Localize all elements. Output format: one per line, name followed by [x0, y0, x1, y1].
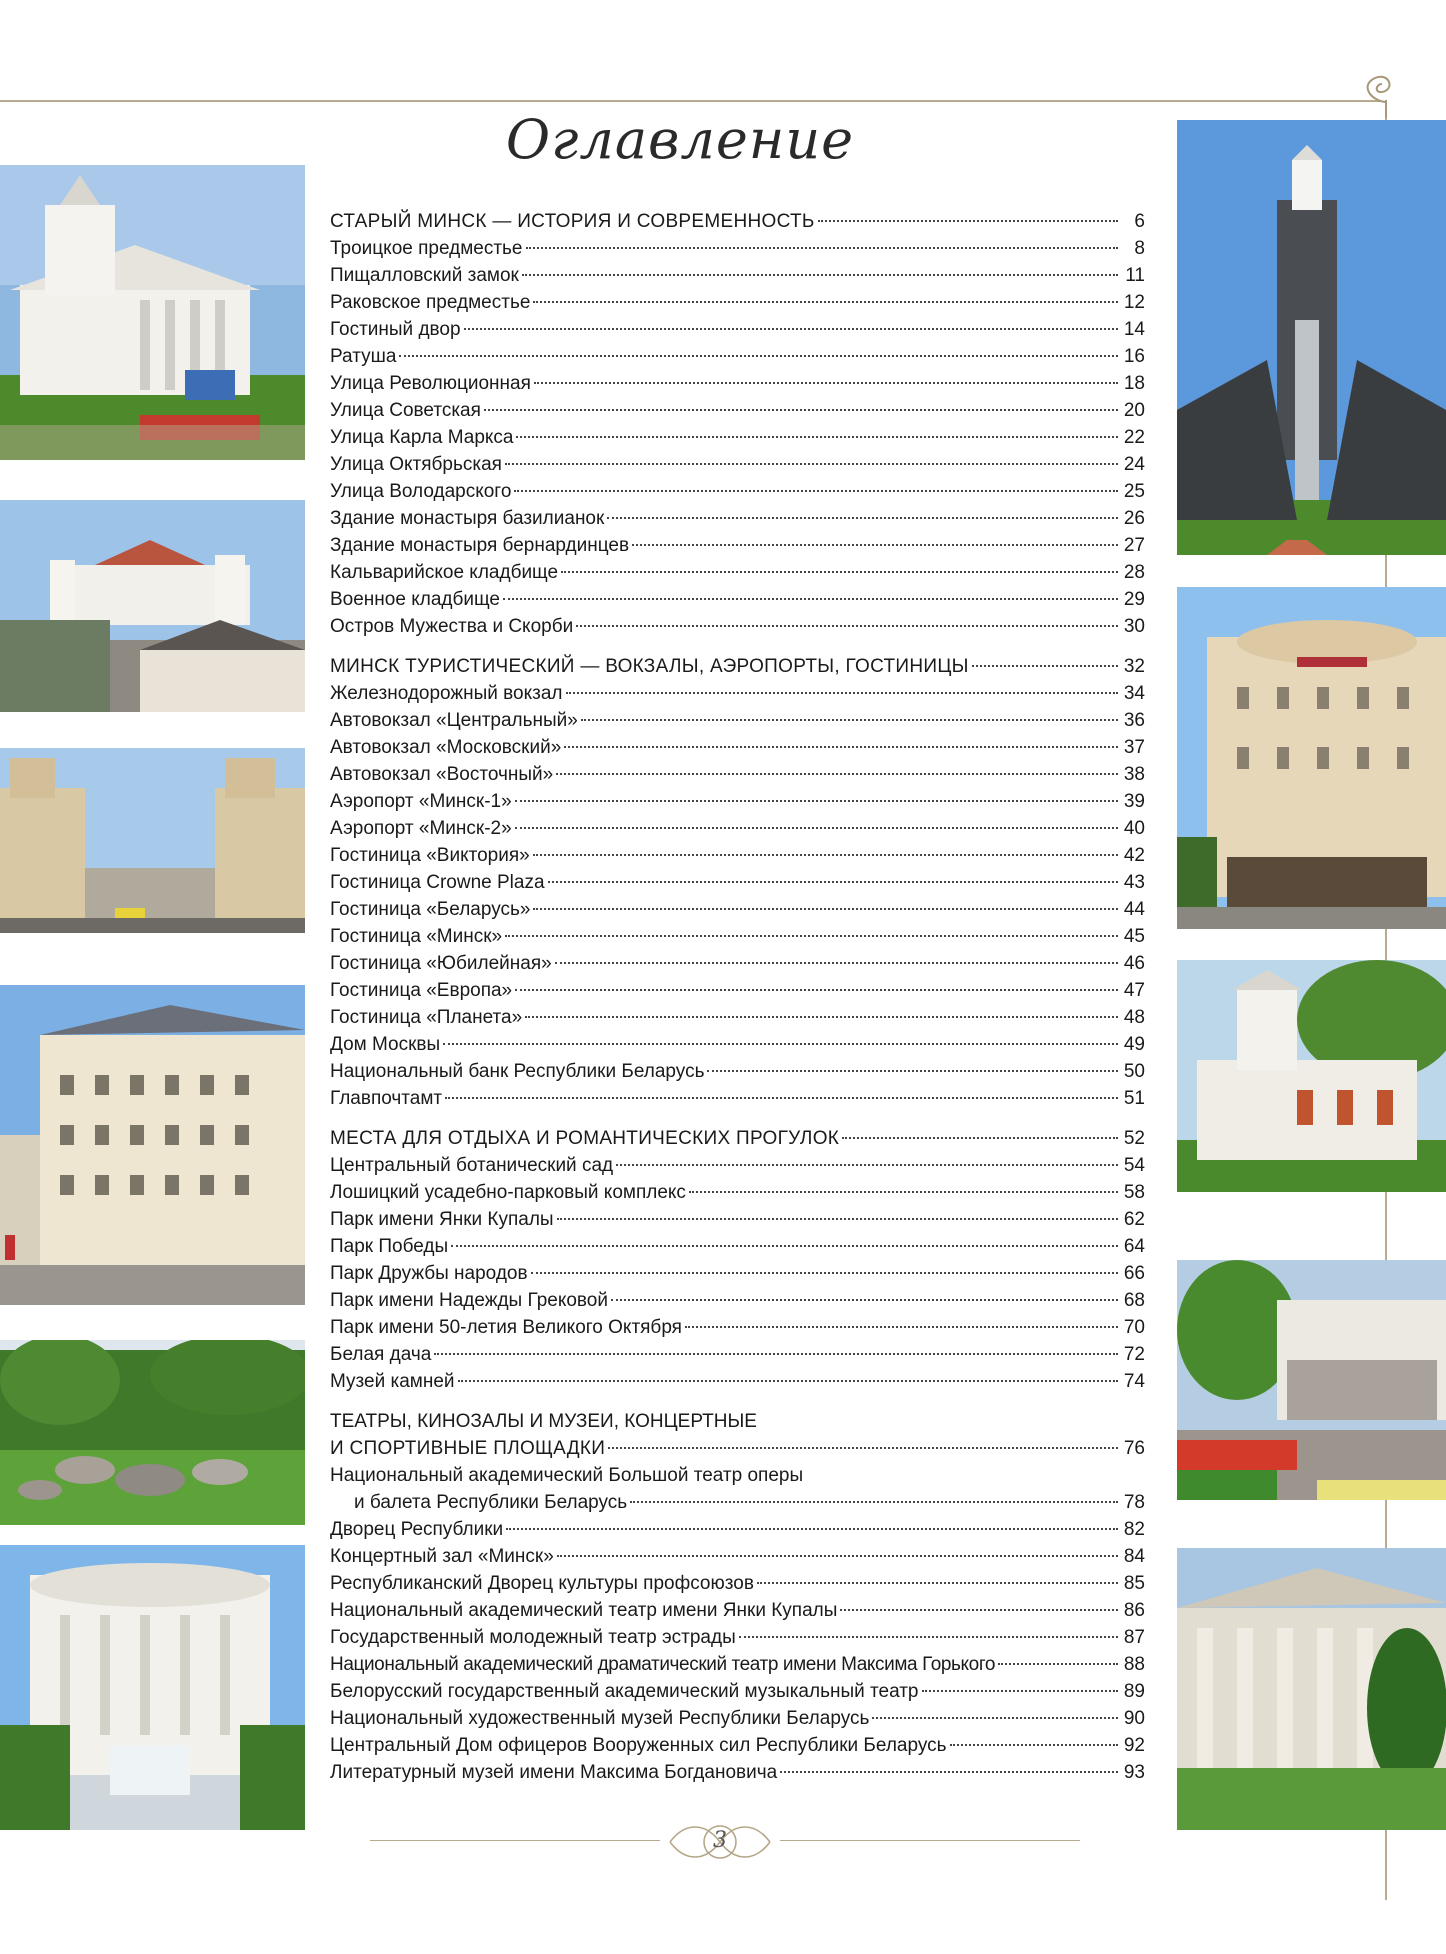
toc-entry[interactable]	[330, 842, 1145, 869]
leader-dots	[557, 1555, 1118, 1557]
toc-entry[interactable]	[330, 1260, 1145, 1287]
toc-page-number: 25	[1123, 481, 1145, 502]
leader-dots	[780, 1771, 1118, 1773]
leader-dots	[564, 746, 1118, 748]
toc-page-number: 74	[1123, 1371, 1145, 1392]
toc-entry[interactable]	[330, 1206, 1145, 1233]
leader-dots	[526, 247, 1119, 249]
toc-entry-label: Национальный академический драматический театр имени Максима Горького	[330, 1654, 996, 1675]
page-title: Оглавление	[505, 108, 855, 171]
toc-entry[interactable]	[330, 680, 1145, 707]
toc-entry[interactable]	[330, 707, 1145, 734]
toc-entry[interactable]	[330, 1341, 1145, 1368]
leader-dots	[840, 1609, 1118, 1611]
leader-dots	[707, 1070, 1118, 1072]
leader-dots	[515, 800, 1118, 802]
toc-page-number: 30	[1123, 616, 1145, 637]
toc-entry-label: и балета Республики Беларусь	[354, 1492, 628, 1513]
toc-section-old-minsk	[330, 208, 1145, 640]
toc-entry[interactable]	[330, 559, 1145, 586]
leader-dots	[522, 274, 1118, 276]
toc-entry-label: Улица Володарского	[330, 481, 512, 502]
toc-entry-label: Автовокзал «Центральный»	[330, 710, 578, 731]
toc-entry-label: Парк Дружбы народов	[330, 1263, 528, 1284]
toc-entry-label: Белая дача	[330, 1344, 432, 1365]
toc-page-number: 46	[1123, 953, 1145, 974]
leader-dots	[515, 827, 1118, 829]
toc-entry[interactable]	[330, 1058, 1145, 1085]
leader-dots	[534, 382, 1118, 384]
table-of-contents	[330, 208, 1145, 1799]
toc-entry-label: Автовокзал «Московский»	[330, 737, 562, 758]
toc-page-number: 66	[1123, 1263, 1145, 1284]
toc-page-number: 52	[1123, 1128, 1145, 1149]
toc-entry[interactable]	[330, 1152, 1145, 1179]
photo-town-hall	[0, 165, 305, 460]
leader-dots	[998, 1663, 1118, 1665]
toc-page-number: 39	[1123, 791, 1145, 812]
toc-entry-label: Дворец Республики	[330, 1519, 504, 1540]
toc-entry-label: Национальный академический Большой театр оперы	[330, 1465, 804, 1486]
page-frame-top	[0, 100, 1380, 102]
toc-page-number: 92	[1123, 1735, 1145, 1756]
toc-entry-label: Центральный Дом офицеров Вооруженных сил Республики Беларусь	[330, 1735, 947, 1756]
toc-entry-label: Национальный банк Республики Беларусь	[330, 1061, 705, 1082]
toc-entry-label: Улица Карла Маркса	[330, 427, 514, 448]
leader-dots	[632, 544, 1118, 546]
toc-entry[interactable]	[330, 1732, 1145, 1759]
photo-theatre-colonnade	[1177, 1548, 1446, 1830]
leader-dots	[608, 1447, 1118, 1449]
toc-page-number: 68	[1123, 1290, 1145, 1311]
toc-entry-label: Улица Советская	[330, 400, 481, 421]
photo-stone-museum	[0, 1340, 305, 1525]
toc-entry-label: Гостиница «Минск»	[330, 926, 503, 947]
toc-entry[interactable]	[330, 289, 1145, 316]
toc-page-number: 37	[1123, 737, 1145, 758]
leader-dots	[561, 571, 1118, 573]
leader-dots	[950, 1744, 1118, 1746]
toc-entry[interactable]	[330, 451, 1145, 478]
photo-crowne-plaza	[1177, 587, 1446, 929]
leader-dots	[685, 1326, 1118, 1328]
toc-entry[interactable]	[330, 923, 1145, 950]
leader-dots	[484, 409, 1118, 411]
toc-entry[interactable]	[330, 478, 1145, 505]
toc-page-number: 20	[1123, 400, 1145, 421]
toc-page-number: 27	[1123, 535, 1145, 556]
toc-heading-label: СТАРЫЙ МИНСК — ИСТОРИЯ И СОВРЕМЕННОСТЬ	[330, 211, 815, 232]
toc-page-number: 54	[1123, 1155, 1145, 1176]
photo-white-dacha	[1177, 960, 1446, 1192]
toc-heading-line: ТЕАТРЫ, КИНОЗАЛЫ И МУЗЕИ, КОНЦЕРТНЫЕ	[330, 1411, 757, 1432]
toc-entry[interactable]	[330, 1233, 1145, 1260]
leader-dots	[818, 220, 1118, 222]
toc-entry-label: Музей камней	[330, 1371, 455, 1392]
photo-railway-station-towers	[0, 748, 305, 933]
page-frame-bottom-right	[780, 1840, 1080, 1841]
leader-dots	[611, 1299, 1118, 1301]
toc-section-leisure-places	[330, 1125, 1145, 1395]
toc-entry[interactable]	[330, 950, 1145, 977]
leader-dots	[922, 1690, 1119, 1692]
toc-heading-label: МЕСТА ДЛЯ ОТДЫХА И РОМАНТИЧЕСКИХ ПРОГУЛОК	[330, 1128, 840, 1149]
toc-entry-label: Гостиница «Европа»	[330, 980, 513, 1001]
toc-entry-label: Ратуша	[330, 346, 397, 367]
toc-page-number: 45	[1123, 926, 1145, 947]
toc-page-number: 70	[1123, 1317, 1145, 1338]
toc-page-number: 76	[1123, 1438, 1145, 1459]
toc-page-number: 38	[1123, 764, 1145, 785]
leader-dots	[445, 1097, 1118, 1099]
toc-page-number: 29	[1123, 589, 1145, 610]
leader-dots	[533, 854, 1118, 856]
toc-entry-label: Парк Победы	[330, 1236, 449, 1257]
toc-entry[interactable]	[330, 505, 1145, 532]
toc-page-number: 48	[1123, 1007, 1145, 1028]
leader-dots	[505, 935, 1118, 937]
leader-dots	[533, 301, 1118, 303]
toc-entry[interactable]	[330, 896, 1145, 923]
toc-entry[interactable]	[330, 761, 1145, 788]
leader-dots	[443, 1043, 1118, 1045]
toc-entry-label: Белорусский государственный академический музыкальный театр	[330, 1681, 919, 1702]
toc-section-heading[interactable]	[330, 1125, 1145, 1152]
leader-dots	[581, 719, 1118, 721]
photo-bolshoi-theatre	[0, 1545, 305, 1830]
toc-entry-label: Литературный музей имени Максима Богдановича	[330, 1762, 778, 1783]
page-frame-bottom-left	[370, 1840, 660, 1841]
toc-entry[interactable]	[330, 1031, 1145, 1058]
leader-dots	[556, 773, 1118, 775]
toc-page-number: 89	[1123, 1681, 1145, 1702]
toc-page-number: 40	[1123, 818, 1145, 839]
toc-page-number: 87	[1123, 1627, 1145, 1648]
toc-entry-label: Аэропорт «Минск-2»	[330, 818, 512, 839]
toc-section-heading[interactable]	[330, 653, 1145, 680]
toc-entry[interactable]	[330, 262, 1145, 289]
toc-entry[interactable]	[330, 869, 1145, 896]
toc-page-number: 34	[1123, 683, 1145, 704]
toc-entry[interactable]	[330, 1651, 1145, 1678]
toc-page-number: 72	[1123, 1344, 1145, 1365]
toc-page-number: 50	[1123, 1061, 1145, 1082]
toc-page-number: 18	[1123, 373, 1145, 394]
toc-entry-label: Улица Октябрьская	[330, 454, 502, 475]
leader-dots	[464, 328, 1118, 330]
toc-page-number: 86	[1123, 1600, 1145, 1621]
toc-entry-label: Военное кладбище	[330, 589, 500, 610]
toc-entry-label: Концертный зал «Минск»	[330, 1546, 554, 1567]
toc-entry[interactable]	[330, 1489, 1145, 1516]
toc-entry-label: Автовокзал «Восточный»	[330, 764, 554, 785]
toc-entry-label: Гостиница «Виктория»	[330, 845, 530, 866]
leader-dots	[689, 1191, 1118, 1193]
toc-entry[interactable]	[330, 424, 1145, 451]
toc-page-number: 28	[1123, 562, 1145, 583]
photo-rakovskoe-suburb	[0, 500, 305, 712]
toc-page-number: 51	[1123, 1088, 1145, 1109]
toc-entry[interactable]	[330, 1287, 1145, 1314]
leader-dots	[533, 908, 1118, 910]
corner-flourish-icon	[1340, 40, 1400, 120]
toc-entry[interactable]	[330, 397, 1145, 424]
toc-entry-label: Здание монастыря базилианок	[330, 508, 605, 529]
leader-dots	[566, 692, 1119, 694]
toc-entry-label: Троицкое предместье	[330, 238, 523, 259]
toc-page-number: 42	[1123, 845, 1145, 866]
toc-entry-label: Национальный художественный музей Республики Беларусь	[330, 1708, 870, 1729]
toc-page-number: 90	[1123, 1708, 1145, 1729]
leader-dots	[872, 1717, 1118, 1719]
toc-page-number: 64	[1123, 1236, 1145, 1257]
toc-entry-label: Республиканский Дворец культуры профсоюзов	[330, 1573, 754, 1594]
toc-entry[interactable]	[330, 343, 1145, 370]
toc-page-number: 44	[1123, 899, 1145, 920]
toc-entry[interactable]	[330, 1597, 1145, 1624]
toc-page-number: 16	[1123, 346, 1145, 367]
photo-concert-hall-minsk	[1177, 1260, 1446, 1500]
toc-page-number: 88	[1123, 1654, 1145, 1675]
toc-entry[interactable]	[330, 1516, 1145, 1543]
leader-dots	[757, 1582, 1118, 1584]
toc-entry[interactable]	[330, 734, 1145, 761]
page-number-ornament	[660, 1812, 780, 1872]
toc-page-number: 11	[1125, 265, 1145, 286]
toc-entry[interactable]	[330, 1314, 1145, 1341]
toc-entry[interactable]	[330, 1705, 1145, 1732]
toc-page-number: 47	[1123, 980, 1145, 1001]
leader-dots	[607, 517, 1118, 519]
toc-entry[interactable]	[330, 613, 1145, 640]
toc-entry[interactable]	[330, 1085, 1145, 1112]
toc-entry-label: Парк имени Надежды Грековой	[330, 1290, 608, 1311]
toc-entry[interactable]	[330, 788, 1145, 815]
toc-page-number: 85	[1123, 1573, 1145, 1594]
leader-dots	[548, 881, 1118, 883]
toc-entry-label: Лошицкий усадебно-парковый комплекс	[330, 1182, 686, 1203]
leader-dots	[576, 625, 1118, 627]
leader-dots	[531, 1272, 1118, 1274]
toc-entry-label: Гостиница «Планета»	[330, 1007, 523, 1028]
toc-entry-label: Государственный молодежный театр эстрады	[330, 1627, 736, 1648]
toc-entry[interactable]	[330, 316, 1145, 343]
toc-page-number: 26	[1123, 508, 1145, 529]
toc-entry-label: Гостиница Crowne Plaza	[330, 872, 545, 893]
toc-entry-label: Гостиница «Беларусь»	[330, 899, 531, 920]
toc-page-number: 78	[1123, 1492, 1145, 1513]
leader-dots	[514, 490, 1118, 492]
toc-entry-label: Аэропорт «Минск-1»	[330, 791, 512, 812]
toc-section-theatres	[330, 1408, 1145, 1786]
leader-dots	[399, 355, 1118, 357]
toc-entry[interactable]	[330, 977, 1145, 1004]
toc-entry[interactable]	[330, 586, 1145, 613]
toc-page-number: 22	[1123, 427, 1145, 448]
toc-entry[interactable]	[330, 1678, 1145, 1705]
toc-entry-label: Центральный ботанический сад	[330, 1155, 614, 1176]
leader-dots	[525, 1016, 1118, 1018]
toc-section-heading[interactable]	[330, 208, 1145, 235]
toc-entry-label: Главпочтамт	[330, 1088, 443, 1109]
toc-entry-label: Раковское предместье	[330, 292, 531, 313]
toc-entry[interactable]	[330, 1570, 1145, 1597]
toc-entry[interactable]	[330, 1368, 1145, 1395]
toc-page-number: 12	[1123, 292, 1145, 313]
leader-dots	[555, 962, 1118, 964]
toc-section-tourist-minsk	[330, 653, 1145, 1112]
toc-section-heading[interactable]	[330, 1435, 1145, 1462]
toc-entry-label: Кальварийское кладбище	[330, 562, 559, 583]
toc-heading-label: И СПОРТИВНЫЕ ПЛОЩАДКИ	[330, 1438, 606, 1459]
toc-entry-label: Здание монастыря бернардинцев	[330, 535, 630, 556]
toc-entry[interactable]	[330, 235, 1145, 262]
toc-entry[interactable]	[330, 1543, 1145, 1570]
leader-dots	[503, 598, 1118, 600]
leader-dots	[516, 436, 1118, 438]
toc-page-number: 14	[1123, 319, 1145, 340]
toc-entry[interactable]	[330, 815, 1145, 842]
toc-page-number: 43	[1123, 872, 1145, 893]
toc-entry-label: Национальный академический театр имени Янки Купалы	[330, 1600, 838, 1621]
photo-island-of-courage-and-sorrow	[1177, 120, 1446, 555]
leader-dots	[739, 1636, 1118, 1638]
leader-dots	[515, 989, 1118, 991]
toc-entry-label: Гостиница «Юбилейная»	[330, 953, 552, 974]
toc-entry[interactable]	[330, 532, 1145, 559]
toc-entry[interactable]	[330, 1624, 1145, 1651]
toc-page-number: 49	[1123, 1034, 1145, 1055]
toc-entry-label: Парк имени Янки Купалы	[330, 1209, 554, 1230]
toc-page-number: 8	[1134, 238, 1145, 259]
toc-page-number: 58	[1123, 1182, 1145, 1203]
toc-page-number: 32	[1123, 656, 1145, 677]
toc-entry[interactable]	[330, 1004, 1145, 1031]
toc-page-number: 82	[1123, 1519, 1145, 1540]
toc-heading-label: МИНСК ТУРИСТИЧЕСКИЙ — ВОКЗАЛЫ, АЭРОПОРТЫ, ГОСТИНИЦЫ	[330, 656, 969, 677]
toc-page-number: 62	[1123, 1209, 1145, 1230]
leader-dots	[506, 1528, 1118, 1530]
toc-page-number: 24	[1123, 454, 1145, 475]
toc-entry-label: Пищалловский замок	[330, 265, 519, 286]
toc-page-number: 84	[1123, 1546, 1145, 1567]
leader-dots	[972, 665, 1118, 667]
leader-dots	[451, 1245, 1118, 1247]
leader-dots	[616, 1164, 1118, 1166]
leader-dots	[458, 1380, 1118, 1382]
toc-entry[interactable]	[330, 1759, 1145, 1786]
photo-hotel-europe	[0, 985, 305, 1305]
toc-entry-label: Остров Мужества и Скорби	[330, 616, 574, 637]
toc-entry[interactable]	[330, 370, 1145, 397]
toc-entry[interactable]	[330, 1179, 1145, 1206]
leader-dots	[557, 1218, 1118, 1220]
toc-entry-label: Дом Москвы	[330, 1034, 441, 1055]
toc-page-number: 36	[1123, 710, 1145, 731]
toc-entry-label: Парк имени 50-летия Великого Октября	[330, 1317, 682, 1338]
leader-dots	[434, 1353, 1118, 1355]
toc-page-number: 6	[1134, 211, 1145, 232]
toc-entry-label: Гостиный двор	[330, 319, 461, 340]
toc-entry-label: Железнодорожный вокзал	[330, 683, 563, 704]
leader-dots	[842, 1137, 1118, 1139]
leader-dots	[630, 1501, 1118, 1503]
toc-page-number: 93	[1123, 1762, 1145, 1783]
page-number: 3	[713, 1828, 727, 1853]
leader-dots	[505, 463, 1118, 465]
toc-entry-label: Улица Революционная	[330, 373, 531, 394]
